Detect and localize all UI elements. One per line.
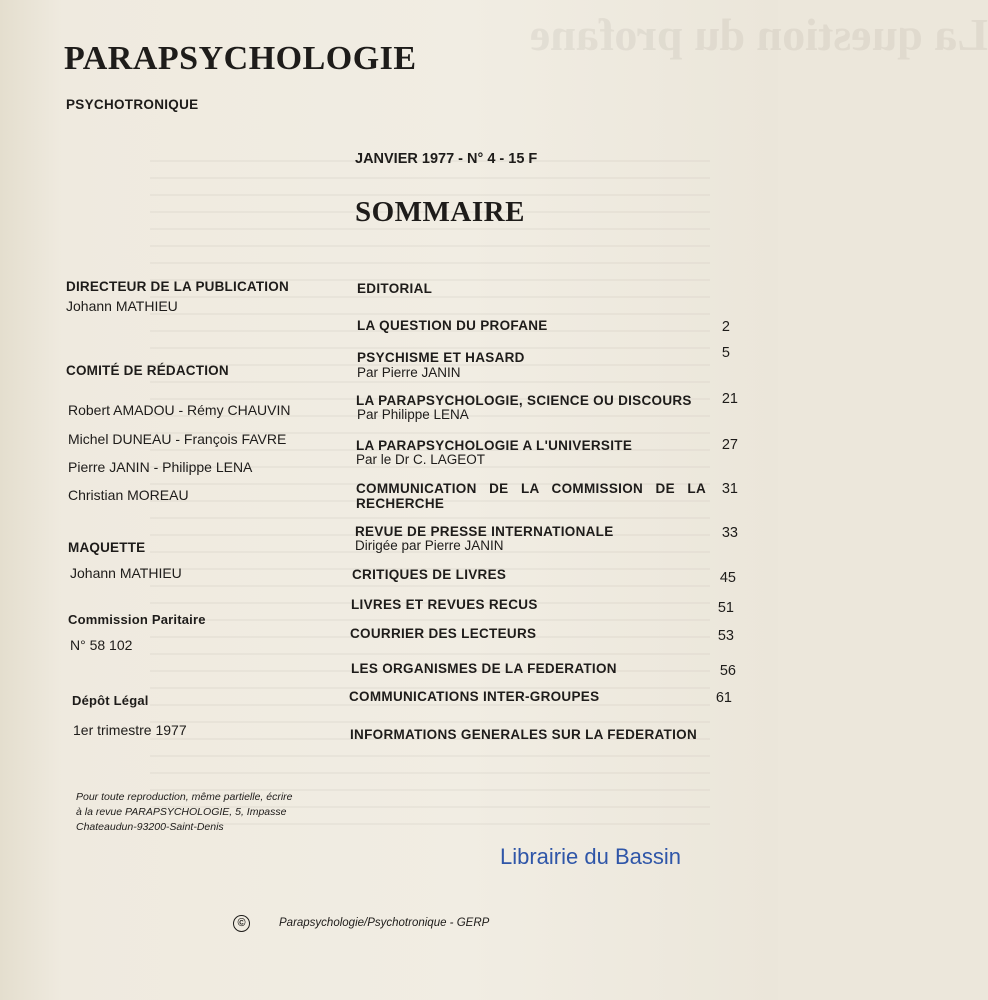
legal-deposit-value: 1er trimestre 1977 bbox=[73, 722, 187, 738]
director-label: DIRECTEUR DE LA PUBLICATION bbox=[66, 279, 289, 294]
toc-entry-title: CRITIQUES DE LIVRES bbox=[352, 567, 507, 582]
toc-entry-page: 2 bbox=[721, 319, 730, 335]
toc-entry-page: 53 bbox=[717, 628, 734, 644]
copyright-icon: © bbox=[233, 915, 250, 932]
toc-entry-title: INFORMATIONS GENERALES SUR LA FEDERATION bbox=[350, 727, 698, 742]
toc-entry-title: LA PARAPSYCHOLOGIE A L'UNIVERSITE bbox=[356, 438, 633, 453]
legal-deposit-label: Dépôt Légal bbox=[72, 693, 149, 708]
committee-member: Pierre JANIN - Philippe LENA bbox=[68, 459, 253, 475]
toc-entry-page: 31 bbox=[721, 481, 738, 497]
toc-entry-page: 21 bbox=[721, 391, 738, 407]
layout-name: Johann MATHIEU bbox=[70, 565, 182, 581]
commission-number: N° 58 102 bbox=[70, 637, 133, 653]
toc-entry-title: EDITORIAL bbox=[357, 281, 433, 296]
magazine-title: PARAPSYCHOLOGIE bbox=[64, 40, 417, 77]
toc-entry-title: LIVRES ET REVUES RECUS bbox=[351, 597, 538, 612]
committee-member: Michel DUNEAU - François FAVRE bbox=[68, 431, 287, 447]
layout-label: MAQUETTE bbox=[68, 540, 146, 555]
toc-entry-author: Dirigée par Pierre JANIN bbox=[355, 538, 504, 553]
director-name: Johann MATHIEU bbox=[66, 298, 178, 314]
toc-entry-page: 45 bbox=[719, 570, 736, 586]
toc-entry-page: 33 bbox=[721, 525, 738, 541]
toc-entry-author: Par Philippe LENA bbox=[357, 407, 469, 422]
reproduction-notice bbox=[76, 790, 293, 835]
show-through-text: La question du profane bbox=[530, 9, 988, 60]
toc-entry-title: LES ORGANISMES DE LA FEDERATION bbox=[351, 661, 617, 676]
toc-entry-title: LA QUESTION DU PROFANE bbox=[357, 318, 548, 333]
notice-line: Pour toute reproduction, même partielle, écrire bbox=[76, 791, 293, 803]
committee-member: Robert AMADOU - Rémy CHAUVIN bbox=[68, 402, 291, 418]
magazine-subtitle: PSYCHOTRONIQUE bbox=[66, 97, 199, 112]
notice-line: Chateaudun-93200-Saint-Denis bbox=[76, 821, 224, 833]
toc-entry-author: Par Pierre JANIN bbox=[357, 365, 461, 380]
toc-entry-page: 5 bbox=[721, 345, 730, 361]
toc-entry-page: 27 bbox=[721, 437, 738, 453]
toc-entry-title: LA PARAPSYCHOLOGIE, SCIENCE OU DISCOURS bbox=[356, 393, 692, 408]
toc-entry-title: COMMUNICATION DE LA COMMISSION DE LA RECHERCHE bbox=[356, 481, 706, 511]
contents-heading: SOMMAIRE bbox=[355, 196, 525, 228]
notice-line: à la revue PARAPSYCHOLOGIE, 5, Impasse bbox=[76, 806, 287, 818]
toc-entry-title: PSYCHISME ET HASARD bbox=[357, 350, 525, 365]
committee-label: COMITÉ DE RÉDACTION bbox=[66, 363, 229, 378]
toc-entry-title: REVUE DE PRESSE INTERNATIONALE bbox=[355, 524, 614, 539]
footer-credit: Parapsychologie/Psychotronique - GERP bbox=[279, 917, 490, 929]
issue-info: JANVIER 1977 - N° 4 - 15 F bbox=[355, 151, 538, 167]
toc-entry-title: COURRIER DES LECTEURS bbox=[350, 626, 537, 641]
bookseller-watermark: Librairie du Bassin bbox=[500, 844, 681, 869]
committee-member: Christian MOREAU bbox=[68, 487, 189, 503]
toc-entry-page: 56 bbox=[719, 663, 736, 679]
toc-entry-page: 51 bbox=[717, 600, 734, 616]
toc-entry-title: COMMUNICATIONS INTER-GROUPES bbox=[349, 689, 600, 704]
toc-entry-author: Par le Dr C. LAGEOT bbox=[356, 452, 486, 467]
toc-entry-page: 61 bbox=[715, 690, 732, 706]
commission-label: Commission Paritaire bbox=[68, 612, 206, 627]
